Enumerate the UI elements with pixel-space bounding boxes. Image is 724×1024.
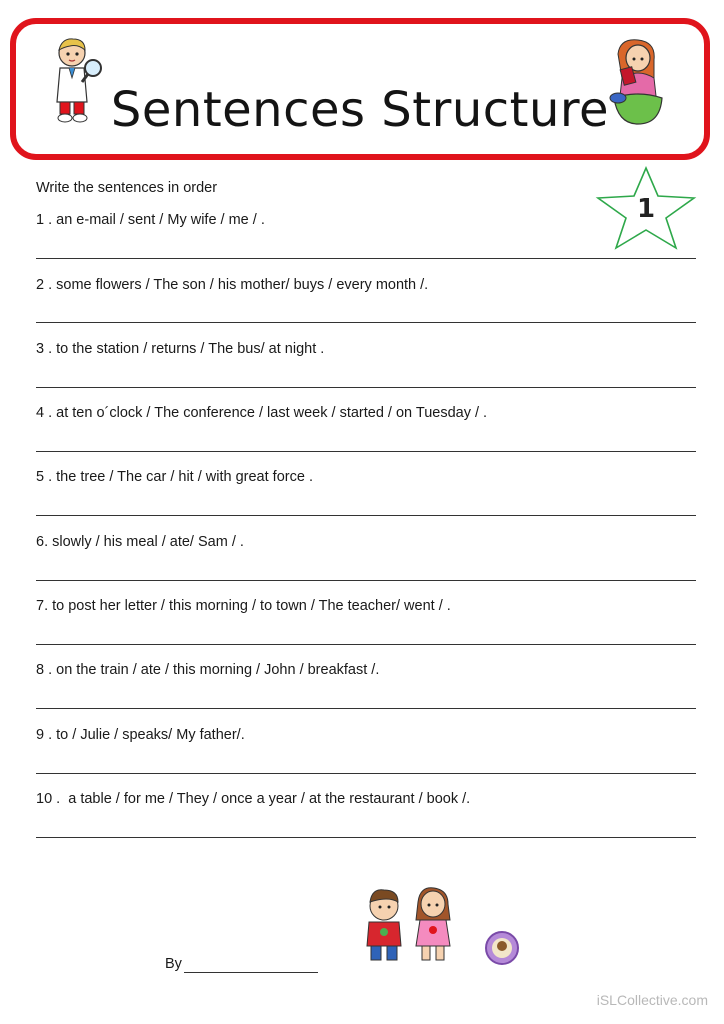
- question-9: 9 . to / Julie / speaks/ My father/.: [36, 727, 245, 743]
- by-label: By: [165, 956, 182, 972]
- answer-line-3[interactable]: [36, 387, 696, 388]
- answer-line-10[interactable]: [36, 837, 696, 838]
- title-box: [10, 18, 710, 160]
- page-title: Sentences Structure: [110, 82, 610, 138]
- author-name-line[interactable]: [184, 972, 318, 973]
- answer-line-5[interactable]: [36, 515, 696, 516]
- question-6: 6. slowly / his meal / ate/ Sam / .: [36, 534, 244, 550]
- site-watermark: iSLCollective.com: [596, 992, 708, 1008]
- author-logo: [484, 930, 520, 971]
- worksheet-number: 1: [636, 194, 656, 224]
- question-10: 10 . a table / for me / They / once a year / at the restaurant / book /.: [36, 791, 471, 807]
- question-7: 7. to post her letter / this morning / to town / The teacher/ went / .: [36, 598, 451, 614]
- answer-line-7[interactable]: [36, 644, 696, 645]
- question-8: 8 . on the train / ate / this morning / John / breakfast /.: [36, 662, 380, 678]
- answer-line-6[interactable]: [36, 580, 696, 581]
- kids-illustration: [360, 884, 460, 973]
- boy-doctor-illustration: [50, 36, 106, 128]
- answer-line-4[interactable]: [36, 451, 696, 452]
- girl-reading-illustration: [608, 38, 666, 128]
- answer-line-1[interactable]: [36, 258, 696, 259]
- question-3: 3 . to the station / returns / The bus/ at night .: [36, 341, 325, 357]
- instruction-text: Write the sentences in order: [36, 180, 218, 196]
- question-5: 5 . the tree / The car / hit / with great force .: [36, 469, 313, 485]
- question-4: 4 . at ten o´clock / The conference / last week / started / on Tuesday / .: [36, 405, 488, 421]
- question-2: 2 . some flowers / The son / his mother/ buys / every month /.: [36, 277, 429, 293]
- question-1: 1 . an e-mail / sent / My wife / me / .: [36, 212, 265, 228]
- star-badge: [594, 166, 698, 250]
- answer-line-9[interactable]: [36, 773, 696, 774]
- answer-line-8[interactable]: [36, 708, 696, 709]
- answer-line-2[interactable]: [36, 322, 696, 323]
